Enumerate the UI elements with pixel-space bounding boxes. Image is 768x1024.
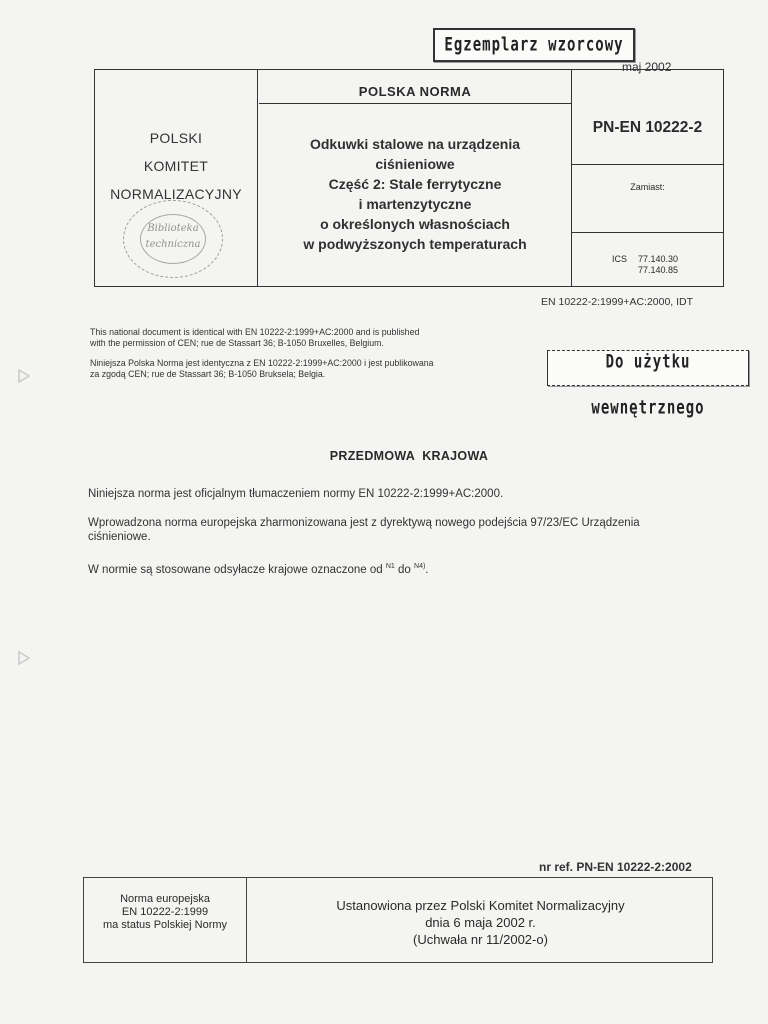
title-line: Odkuwki stalowe na urządzenia <box>309 136 521 152</box>
code-column <box>572 70 723 286</box>
reference-number: nr ref. PN-EN 10222-2:2002 <box>539 860 692 874</box>
paragraph-text: W normie są stosowane odsyłacze krajowe oznaczone od <box>88 563 386 576</box>
committee-line-1: POLSKI <box>149 130 203 146</box>
title-line: Część 2: Stale ferrytyczne <box>328 176 502 192</box>
notice-english <box>90 327 419 349</box>
footer-line: ma status Polskiej Normy <box>102 919 228 931</box>
identity-statement: EN 10222-2:1999+AC:2000, IDT <box>541 296 694 308</box>
paragraph-line: Wprowadzona norma europejska zharmonizowana jest z dyrektywą nowego podejścia 97/23/EC Urządzenia <box>88 517 640 529</box>
footer-table <box>83 877 713 963</box>
norm-title <box>259 134 571 254</box>
paragraph-text: do <box>394 563 415 576</box>
ics-block <box>612 254 678 276</box>
foreword-paragraph-3 <box>88 560 429 577</box>
notice-line: Niniejsza Polska Norma jest identyczna z EN 10222-2:1999+AC:2000 i jest publikowana <box>90 358 434 368</box>
notice-line: za zgodą CEN; rue de Stassart 36; B-1050 Bruksela; Belgia. <box>90 369 326 379</box>
library-stamp-line-1: Biblioteka <box>147 223 199 234</box>
title-line: w podwyższonych temperaturach <box>303 236 527 252</box>
footer-establishment-cell <box>249 878 712 962</box>
divider <box>259 103 571 104</box>
notice-line: This national document is identical with EN 10222-2:1999+AC:2000 and is published <box>90 327 420 337</box>
title-line: ciśnieniowe <box>375 156 455 172</box>
title-line: i martenzytyczne <box>358 196 472 212</box>
internal-use-stamp-text: Do użytku wewnętrznego <box>591 351 705 419</box>
footer-line: Norma europejska <box>120 893 210 905</box>
foreword-heading: PRZEDMOWA KRAJOWA <box>329 449 489 463</box>
title-line: o określonych własnościach <box>320 216 510 232</box>
footer-line: Ustanowiona przez Polski Komitet Normalizacyjny <box>336 898 625 913</box>
norm-code: PN-EN 10222-2 <box>592 119 703 136</box>
paragraph-text: . <box>425 563 429 576</box>
library-stamp <box>123 200 223 278</box>
replaces-label: Zamiast: <box>630 182 665 192</box>
footer-line: (Uchwała nr 11/2002-o) <box>413 932 548 947</box>
ics-code: 77.140.85 <box>638 265 679 275</box>
ics-code: 77.140.30 <box>638 254 679 264</box>
committee-line-3: NORMALIZACYJNY <box>110 186 242 202</box>
ics-label: ICS <box>612 254 628 264</box>
title-column <box>259 70 572 286</box>
committee-column <box>95 70 258 286</box>
footnote-ref: N1 <box>385 563 395 570</box>
committee-line-2: KOMITET <box>143 158 209 174</box>
header-table <box>94 69 724 287</box>
footer-status-cell <box>84 878 247 962</box>
paragraph-line: ciśnieniowe. <box>88 531 151 543</box>
footnote-ref: N4) <box>414 563 426 570</box>
norm-type: POLSKA NORMA <box>358 84 472 99</box>
footer-line: EN 10222-2:1999 <box>121 906 209 918</box>
sample-copy-stamp-text: Egzemplarz wzorcowy <box>444 34 624 56</box>
sample-copy-stamp <box>433 28 635 62</box>
internal-use-stamp <box>547 350 749 419</box>
footer-line: dnia 6 maja 2002 r. <box>425 915 536 930</box>
notice-polish <box>90 358 434 380</box>
date: maj 2002 <box>622 60 672 74</box>
library-stamp-line-2: techniczna <box>145 239 201 250</box>
notice-line: with the permission of CEN; rue de Stassart 36; B-1050 Bruxelles, Belgium. <box>90 338 384 348</box>
foreword-paragraph-1: Niniejsza norma jest oficjalnym tłumaczeniem normy EN 10222-2:1999+AC:2000. <box>88 488 504 500</box>
foreword-paragraph-2 <box>88 516 640 544</box>
margin-arrow-icon <box>17 650 31 666</box>
divider <box>572 232 723 233</box>
margin-arrow-icon <box>17 368 31 384</box>
divider <box>572 164 723 165</box>
